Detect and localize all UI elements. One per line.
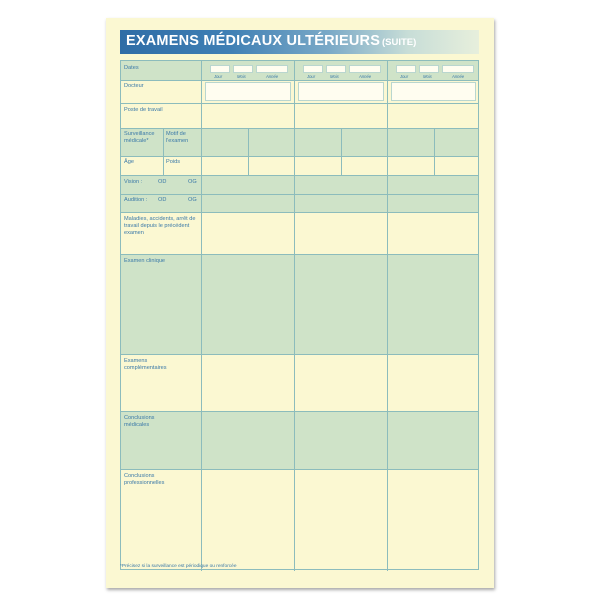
band-examen-clinique <box>121 254 478 354</box>
date-day-label: Jour <box>214 74 223 79</box>
label-conclusions-medicales: Conclusions médicales <box>124 415 155 428</box>
label-motif: Motif de l'examen <box>166 131 189 144</box>
subcol-divider <box>163 128 164 175</box>
label-audition-od: OD <box>158 197 167 203</box>
date-month-field[interactable] <box>419 65 439 73</box>
row-divider <box>121 254 478 255</box>
band-vision <box>121 175 478 194</box>
exam-grid <box>120 60 479 570</box>
footnote: *Précisez si la surveillance est périodique ou renforcée <box>120 564 237 569</box>
row-divider <box>121 194 478 195</box>
date-year-field[interactable] <box>442 65 474 73</box>
label-audition-og: OG <box>188 197 197 203</box>
date-day-label: Jour <box>307 74 316 79</box>
date-month-label: Mois <box>423 74 432 79</box>
docteur-field[interactable] <box>391 82 476 101</box>
row-divider <box>121 175 478 176</box>
row-divider <box>121 469 478 470</box>
row-divider <box>121 103 478 104</box>
date-month-field[interactable] <box>233 65 253 73</box>
label-maladies: Maladies, accidents, arrêt de travail depuis le précédent examen <box>124 216 196 236</box>
label-age: Âge <box>124 159 134 165</box>
label-audition: Audition : <box>124 197 148 203</box>
subcol-divider <box>341 128 342 175</box>
date-day-field[interactable] <box>396 65 416 73</box>
row-divider <box>121 212 478 213</box>
date-year-field[interactable] <box>256 65 288 73</box>
col-divider <box>201 61 202 571</box>
label-vision-od: OD <box>158 179 167 185</box>
date-month-label: Mois <box>237 74 246 79</box>
row-divider <box>121 156 478 157</box>
date-day-label: Jour <box>400 74 409 79</box>
band-audition <box>121 194 478 212</box>
label-dates: Dates <box>124 65 139 71</box>
date-year-field[interactable] <box>349 65 381 73</box>
form-sheet <box>106 18 494 588</box>
col-divider <box>387 61 388 571</box>
date-day-field[interactable] <box>303 65 323 73</box>
subcol-divider <box>434 128 435 175</box>
date-day-field[interactable] <box>210 65 230 73</box>
row-divider <box>121 354 478 355</box>
form-title-suffix: (SUITE) <box>382 37 417 48</box>
subcol-divider <box>248 128 249 175</box>
label-poids: Poids <box>166 159 180 165</box>
label-surveillance: Surveillance médicale* <box>124 131 155 144</box>
label-conclusions-professionnelles: Conclusions professionnelles <box>124 473 165 486</box>
band-conclusions-medicales <box>121 411 478 469</box>
label-examen-clinique: Examen clinique <box>124 258 166 264</box>
title-bar <box>120 30 479 54</box>
date-year-label: Année <box>452 74 465 79</box>
label-poste: Poste de travail <box>124 107 163 113</box>
date-year-label: Année <box>359 74 372 79</box>
row-divider <box>121 411 478 412</box>
date-month-label: Mois <box>330 74 339 79</box>
docteur-field[interactable] <box>298 82 384 101</box>
label-vision: Vision : <box>124 179 143 185</box>
row-divider <box>121 128 478 129</box>
docteur-field[interactable] <box>205 82 291 101</box>
col-divider <box>294 61 295 571</box>
label-examens-complementaires: Examens complémentaires <box>124 358 167 371</box>
form-title: EXAMENS MÉDICAUX ULTÉRIEURS <box>126 33 381 49</box>
row-divider <box>121 80 478 81</box>
date-year-label: Année <box>266 74 279 79</box>
date-month-field[interactable] <box>326 65 346 73</box>
label-docteur: Docteur <box>124 83 144 89</box>
label-vision-og: OG <box>188 179 197 185</box>
